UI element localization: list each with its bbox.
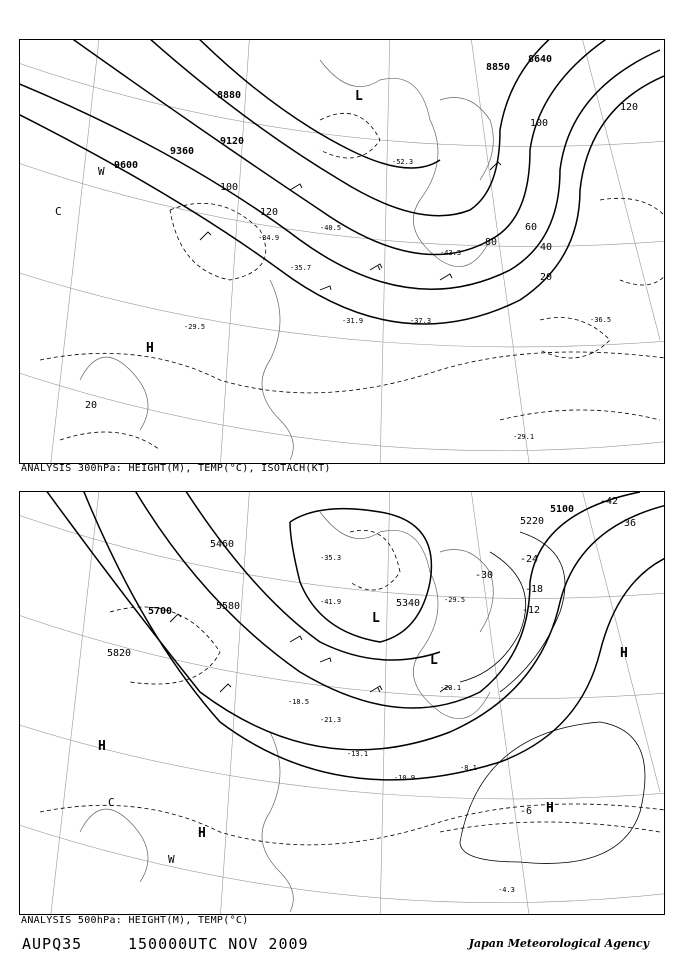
panel-caption: ANALYSIS 300hPa: HEIGHT(M), TEMP(°C), ISOTACH(KT) xyxy=(21,463,331,474)
pressure-center-high: H xyxy=(98,739,106,754)
station-temp: -8.1 xyxy=(460,764,477,772)
station-temp: -52.3 xyxy=(392,158,414,166)
contour-label: 9360 xyxy=(170,146,195,157)
temp-label-group xyxy=(475,496,636,817)
graticule xyxy=(20,40,664,463)
map-panel-300hpa xyxy=(19,39,665,464)
map-panel-500hpa xyxy=(19,491,665,915)
wind-barbs xyxy=(170,614,450,692)
station-temp: -23.1 xyxy=(440,684,462,692)
valid-time: 150000UTC NOV 2009 xyxy=(128,935,309,953)
height-contours xyxy=(20,40,664,324)
station-temp: -36.5 xyxy=(590,316,612,324)
station-temp: -21.3 xyxy=(320,716,342,724)
coastlines xyxy=(80,60,493,460)
contour-label: 5700 xyxy=(148,606,173,617)
isotach-label: 120 xyxy=(620,102,639,113)
temp-label: -12 xyxy=(522,605,541,616)
station-temp: -29.1 xyxy=(513,433,535,441)
temp-label: -6 xyxy=(520,806,533,817)
station-temp: -29.5 xyxy=(184,323,206,331)
station-temp: -35.7 xyxy=(290,264,312,272)
pressure-center-group xyxy=(98,611,628,866)
contour-label: 8880 xyxy=(217,90,242,101)
pressure-center-high: H xyxy=(146,341,154,356)
isotherms-dashed xyxy=(40,530,664,845)
station-temp: -4.3 xyxy=(498,886,515,894)
cold-center: C xyxy=(108,796,115,809)
height-contours xyxy=(40,492,664,780)
pressure-center-high: H xyxy=(620,646,628,661)
isotach-label: 100 xyxy=(220,182,239,193)
temp-label: -24 xyxy=(520,554,539,565)
temp-label: -36 xyxy=(618,518,637,529)
station-temp: -43.3 xyxy=(440,249,462,257)
pressure-center-high: H xyxy=(546,801,554,816)
contour-label: 9600 xyxy=(114,160,139,171)
station-temp-group xyxy=(184,158,611,441)
pressure-center-high: H xyxy=(198,826,206,841)
agency-name: Japan Meteorological Agency xyxy=(468,937,649,950)
isotach-label: 100 xyxy=(530,118,549,129)
isotach-label: 120 xyxy=(260,207,279,218)
contour-label: 5340 xyxy=(396,598,421,609)
station-temp: -40.5 xyxy=(320,224,342,232)
contour-label: 5220 xyxy=(520,516,545,527)
station-temp: -13.1 xyxy=(347,750,369,758)
isotach-label: 20 xyxy=(540,272,553,283)
pressure-center-low: L xyxy=(372,611,380,626)
station-temp: -34.9 xyxy=(258,234,280,242)
station-temp: -37.3 xyxy=(410,317,432,325)
station-temp: -18.5 xyxy=(288,698,310,706)
contour-label: 8640 xyxy=(528,54,553,65)
station-temp: -31.9 xyxy=(342,317,364,325)
station-temp: -10.9 xyxy=(394,774,416,782)
station-temp: -35.3 xyxy=(320,554,342,562)
contour-label-group xyxy=(107,504,574,659)
panel-caption: ANALYSIS 500hPa: HEIGHT(M), TEMP(°C) xyxy=(21,915,249,926)
isotach-label: 20 xyxy=(85,400,98,411)
contour-label: 5820 xyxy=(107,648,132,659)
temp-label: -42 xyxy=(600,496,619,507)
isotach-label-group xyxy=(85,102,638,411)
isotach-label: 80 xyxy=(485,237,498,248)
map-500hpa-svg xyxy=(20,492,664,914)
isotach-label: 40 xyxy=(540,242,553,253)
pressure-center-low: L xyxy=(355,89,363,104)
map-300hpa-svg xyxy=(20,40,664,463)
cold-center: C xyxy=(55,205,62,218)
chart-code: AUPQ35 xyxy=(22,935,83,953)
contour-label: 9120 xyxy=(220,136,245,147)
contour-label: 5460 xyxy=(210,539,235,550)
pressure-center-low: L xyxy=(430,653,438,668)
station-temp: -29.5 xyxy=(444,596,466,604)
contour-label-group xyxy=(114,54,552,171)
warm-center: W xyxy=(98,165,105,178)
graticule xyxy=(20,492,664,914)
temp-label: -18 xyxy=(525,584,544,595)
temp-label: -30 xyxy=(475,570,494,581)
contour-label: 8850 xyxy=(486,62,511,73)
isotach-label: 60 xyxy=(525,222,538,233)
warm-center: W xyxy=(168,853,175,866)
station-temp: -41.9 xyxy=(320,598,342,606)
contour-label: 5100 xyxy=(550,504,575,515)
contour-label: 5580 xyxy=(216,601,241,612)
